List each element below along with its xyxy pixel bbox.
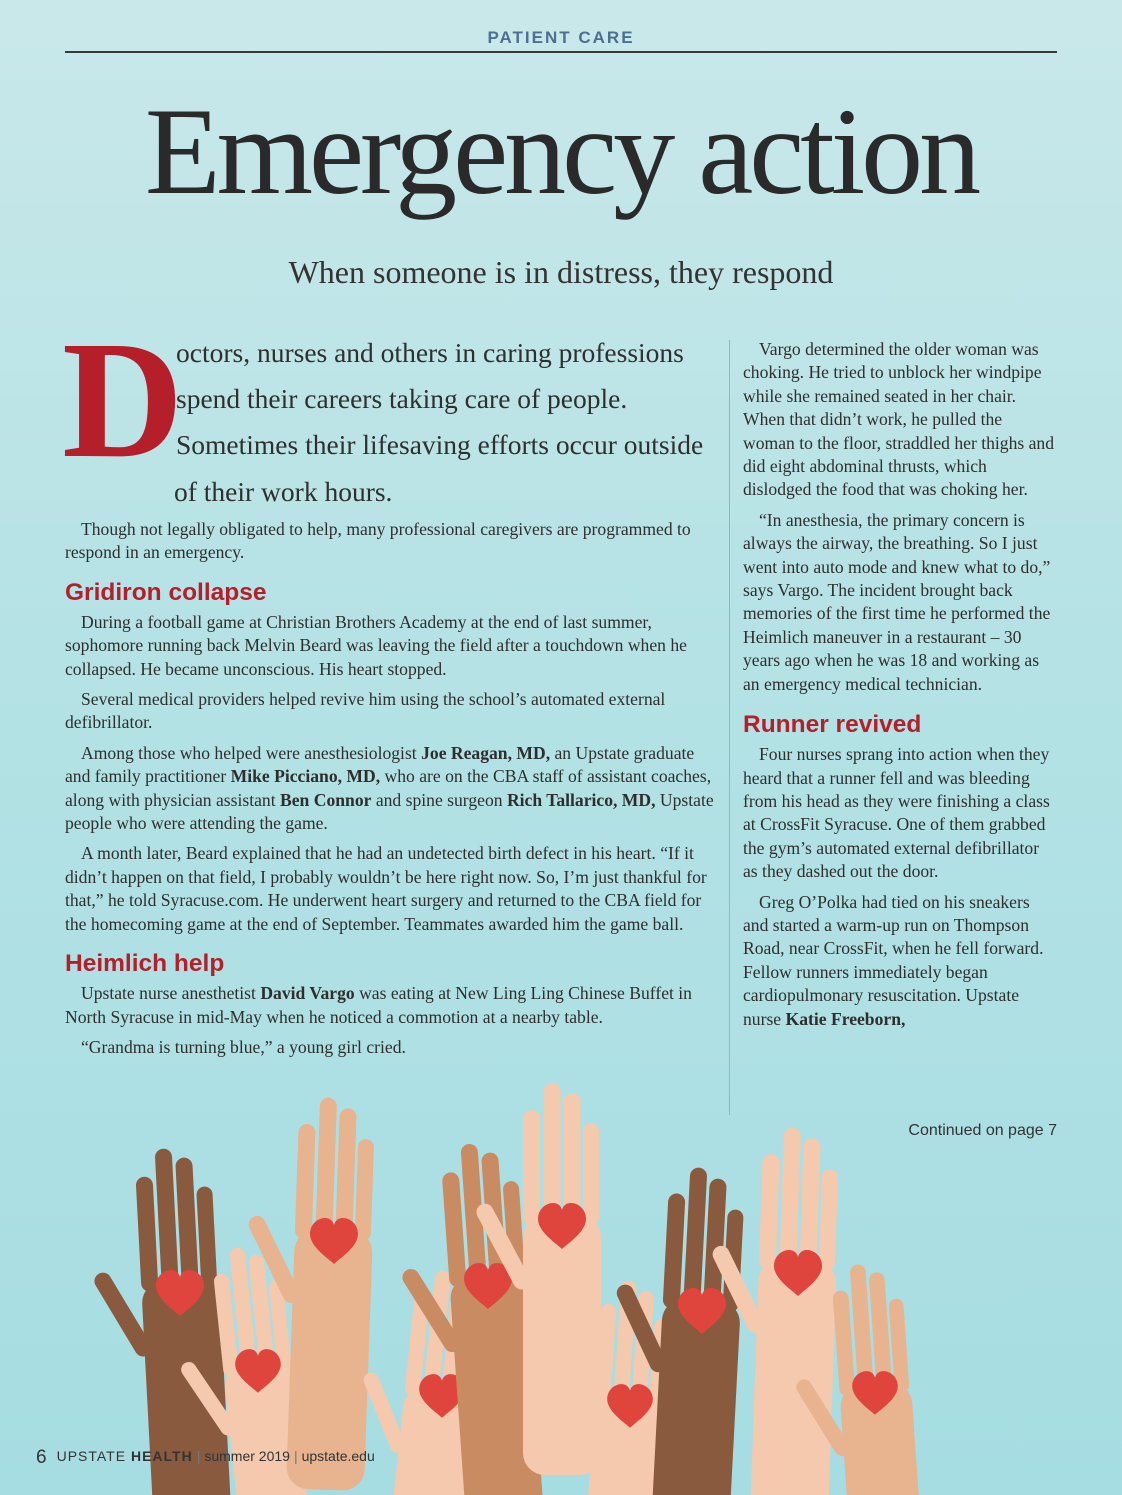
paragraph: During a football game at Christian Brothers Academy at the end of last summer, sophomore running back Melvin Beard was leaving the field after a touchdown when he collapsed. He became unconscious. His heart stopped. <box>65 611 687 679</box>
drop-cap: D <box>62 307 184 493</box>
name-rich-tallarico: Rich Tallarico, MD, <box>506 789 656 810</box>
lede-line: octors, nurses and others in caring professions <box>176 337 684 368</box>
separator: | <box>196 1448 201 1464</box>
left-column <box>65 518 717 1066</box>
page-number: 6 <box>36 1447 47 1468</box>
header-rule <box>65 51 1057 53</box>
website-link[interactable]: upstate.edu <box>301 1448 375 1464</box>
intro-paragraph: Though not legally obligated to help, many professional caregivers are programmed to respond in an emergency. <box>65 519 691 563</box>
paragraph: Vargo determined the older woman was choking. He tried to unblock her windpipe while she remained seated in her chair. When that didn’t work, he pulled the woman to the floor, straddled her thighs and did eight abdominal thrusts, which dislodged the food that was choking her. <box>743 339 1055 500</box>
section-label: PATIENT CARE <box>487 28 635 47</box>
raised-hands-illustration <box>0 1080 1122 1495</box>
column-divider <box>729 340 730 1115</box>
publication-name: UPSTATE HEALTH <box>56 1448 193 1464</box>
hand-icon <box>85 1146 233 1495</box>
paragraph: Four nurses sprang into action when they heard that a runner fell and was bleeding from his head as they were finishing a class at CrossFit Syracuse. One of them grabbed the gym’s automated external defibrillator as they dashed out the door. <box>743 744 1050 882</box>
heading-gridiron-collapse: Gridiron collapse <box>65 578 267 606</box>
paragraph: “Grandma is turning blue,” a young girl cried. <box>81 1036 406 1057</box>
heading-heimlich-help: Heimlich help <box>65 950 225 978</box>
lede-line: of their work hours. <box>174 476 393 507</box>
article-subtitle: When someone is in distress, they respond <box>288 254 834 290</box>
lede-line: spend their careers taking care of people. <box>176 383 628 414</box>
paragraph: Greg O’Polka had tied on his sneakers and started a warm-up run on Thompson Road, near CrossFit, when he fell forward. Fellow runners immediately began cardiopulmonary resuscitation. Upstate nurse Katie Freeborn, <box>743 891 1044 1029</box>
issue-date: summer 2019 <box>204 1448 290 1464</box>
lede-line: Sometimes their lifesaving efforts occur outside <box>176 429 704 460</box>
name-joe-reagan: Joe Reagan, MD, <box>421 742 551 763</box>
name-ben-connor: Ben Connor <box>280 789 372 810</box>
name-katie-freeborn: Katie Freeborn, <box>785 1008 906 1029</box>
paragraph: “In anesthesia, the primary concern is always the airway, the breathing. So I just went into auto mode and knew what to do,” says Vargo. The incident brought back memories of the first time he performed the Heimlich maneuver in a restaurant – 30 years ago when he was 18 and working as an emergency medical technician. <box>743 509 1051 694</box>
paragraph: Among those who helped were anesthesiologist Joe Reagan, MD, an Upstate graduate and family practitioner Mike Picciano, MD, who are on the CBA staff of assistant coaches, along with physician assistant Ben Connor and spine surgeon Rich Tallarico, MD, Upstate people who were attending the game. <box>65 742 714 834</box>
name-mike-picciano: Mike Picciano, MD, <box>230 766 381 787</box>
right-column <box>743 338 1057 1038</box>
paragraph: Several medical providers helped revive him using the school’s automated external defibrillator. <box>65 689 666 733</box>
continued-link[interactable]: Continued on page 7 <box>908 1122 1057 1139</box>
name-david-vargo: David Vargo <box>260 983 355 1004</box>
paragraph: A month later, Beard explained that he had an undetected birth defect in his heart. “If it didn’t happen on that field, I probably wouldn’t be here right now. So, I’m just thankful for that,” he told Syracuse.com. He underwent heart surgery and returned to the CBA field for the homecoming game at the end of September. Teammates awarded him the game ball. <box>65 843 707 934</box>
heading-runner-revived: Runner revived <box>743 711 922 739</box>
separator: | <box>293 1448 298 1464</box>
page-footer <box>36 1447 375 1469</box>
paragraph: Upstate nurse anesthetist David Vargo was eating at New Ling Ling Chinese Buffet in North Syracuse in mid-May when he noticed a commotion at a nearby table. <box>65 983 692 1027</box>
article-title: Emergency action <box>144 83 978 220</box>
